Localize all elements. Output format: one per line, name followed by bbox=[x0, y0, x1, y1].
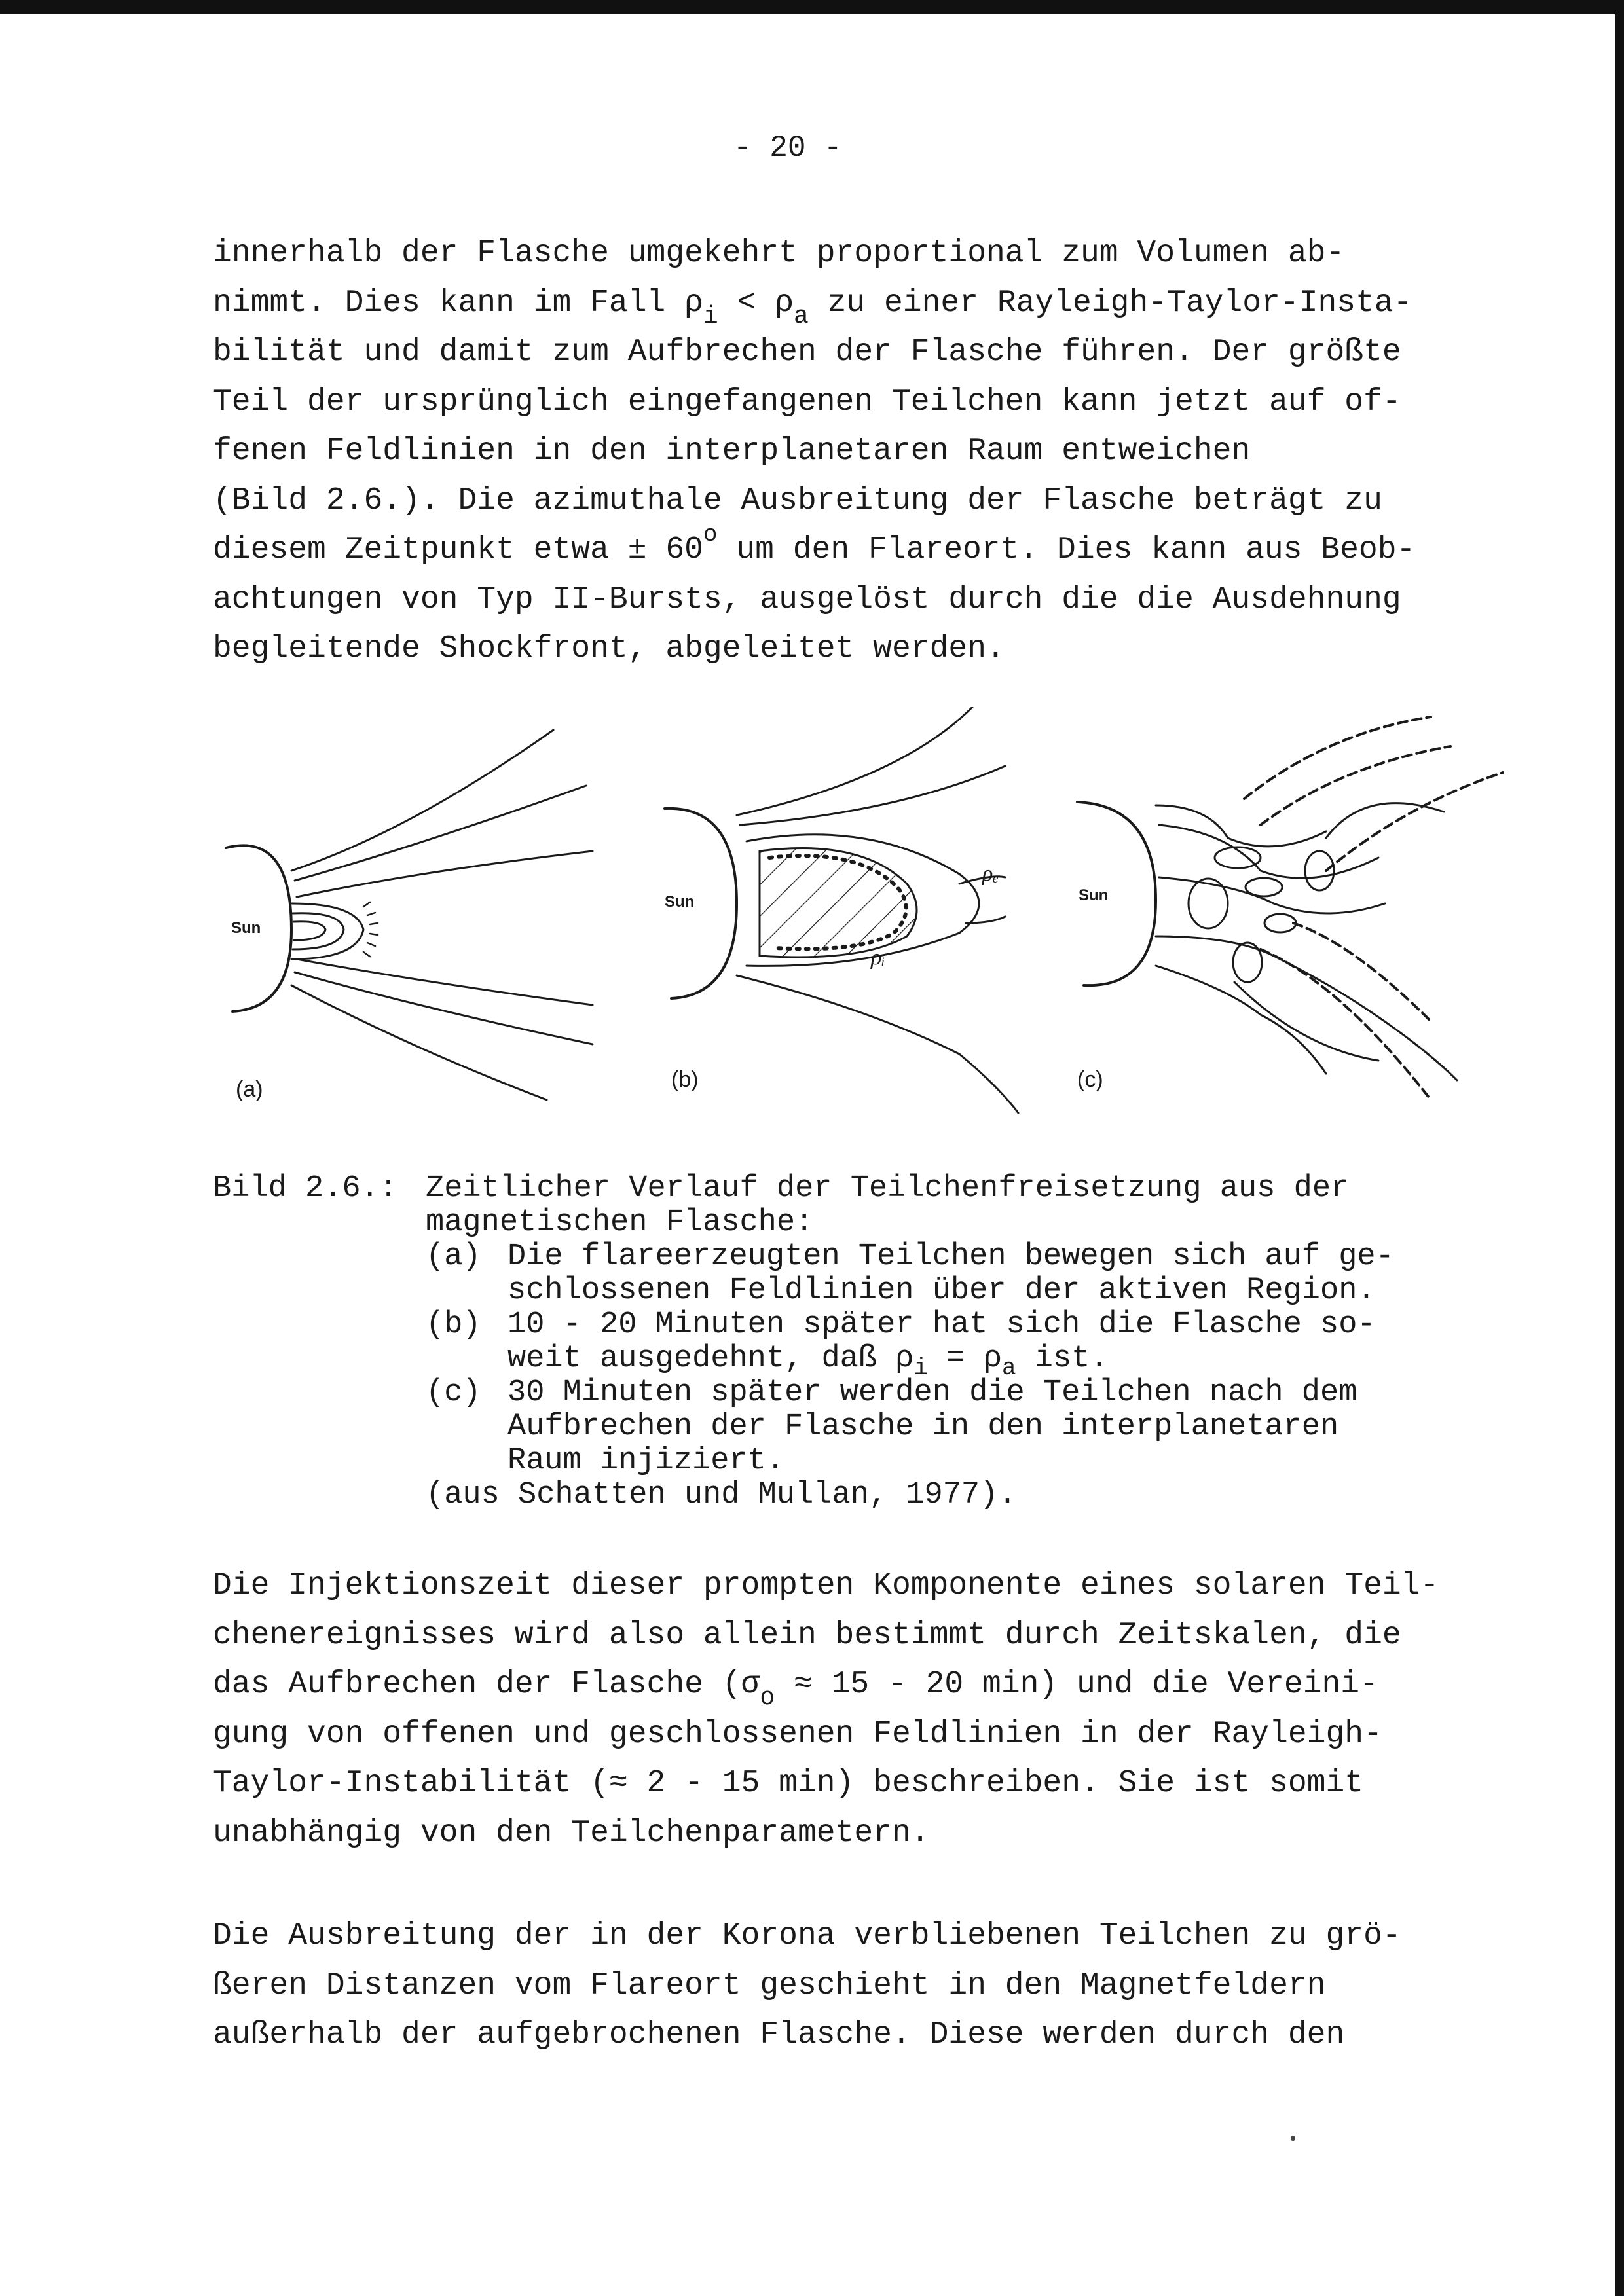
text-line: das Aufbrechen der Flasche ($\sigma_o \approx 15 - 20$ min) und die Vereini- bbox=[213, 1667, 1378, 1712]
text-line: (Bild 2.6.). Die azimuthale Ausbreitung der Flasche beträgt zu bbox=[213, 483, 1382, 519]
scan-border-top bbox=[0, 0, 1624, 14]
text-line: Teil der ursprünglich eingefangenen Teilchen kann jetzt auf of- bbox=[213, 384, 1401, 420]
rho-e-label: ρₑ bbox=[982, 862, 999, 886]
caption-item-c-cont: Raum injiziert. bbox=[507, 1444, 785, 1478]
text-line: außerhalb der aufgebrochenen Flasche. Diese werden durch den bbox=[213, 2017, 1345, 2052]
text-line: Taylor-Instabilität (≈ 2 - 15 min) beschreiben. Sie ist somit bbox=[213, 1766, 1364, 1801]
page-number: - 20 - bbox=[733, 131, 842, 165]
text-line: gung von offenen und geschlossenen Feldlinien in der Rayleigh- bbox=[213, 1716, 1382, 1752]
text-line: nimmt. Dies kann im Fall $\rho_i < \rho_a$ zu einer Rayleigh-Taylor-Insta- bbox=[213, 285, 1412, 331]
rho-i-label: ρᵢ bbox=[871, 945, 885, 970]
caption-source: (aus Schatten und Mullan, 1977). bbox=[426, 1478, 1017, 1512]
text-line: Die Injektionszeit dieser prompten Komponente eines solaren Teil- bbox=[213, 1568, 1439, 1603]
caption-item-a: Die flareerzeugten Teilchen bewegen sich auf ge- bbox=[507, 1239, 1394, 1274]
text-line: fenen Feldlinien in den interplanetaren Raum entweichen bbox=[213, 433, 1251, 469]
panel-b bbox=[665, 707, 1018, 1113]
sun-label-a: Sun bbox=[231, 919, 261, 937]
paragraph-1 bbox=[213, 229, 1415, 674]
text-line: bilität und damit zum Aufbrechen der Flasche führen. Der größte bbox=[213, 335, 1401, 370]
text-line: diesem Zeitpunkt etwa ± $60^o$ um den Flareort. Dies kann aus Beob- bbox=[213, 521, 1416, 568]
text-line: ßeren Distanzen vom Flareort geschieht in den Magnetfeldern bbox=[213, 1967, 1326, 2003]
scan-border-right bbox=[1615, 0, 1624, 2296]
scan-speck bbox=[1291, 2136, 1295, 2141]
caption-item-c-cont: Aufbrechen der Flasche in den interplanetaren bbox=[507, 1410, 1339, 1444]
sun-label-c: Sun bbox=[1079, 886, 1109, 904]
caption-label: Bild 2.6.: bbox=[213, 1171, 398, 1206]
text-line: Die Ausbreitung der in der Korona verbliebenen Teilchen zu grö- bbox=[213, 1918, 1401, 1954]
text-line: innerhalb der Flasche umgekehrt proportional zum Volumen ab- bbox=[213, 236, 1345, 271]
panel-a bbox=[226, 730, 593, 1102]
caption-title-cont: magnetischen Flasche: bbox=[426, 1205, 814, 1240]
caption-item-c: 30 Minuten später werden die Teilchen nach dem bbox=[507, 1376, 1357, 1410]
text-line: achtungen von Typ II-Bursts, ausgelöst durch die die Ausdehnung bbox=[213, 581, 1401, 617]
text-line: unabhängig von den Teilchenparametern. bbox=[213, 1815, 930, 1851]
panel-label-a: (a) bbox=[236, 1077, 263, 1102]
caption-item-a-cont: schlossenen Feldlinien über der aktiven Region. bbox=[507, 1273, 1376, 1308]
paragraph-2 bbox=[213, 1561, 1439, 1858]
text-line: chenereignisses wird also allein bestimmt durch Zeitskalen, die bbox=[213, 1617, 1401, 1653]
text-line: begleitende Shockfront, abgeleitet werden. bbox=[213, 631, 1005, 666]
paragraph-3 bbox=[213, 1912, 1401, 2060]
panel-label-c: (c) bbox=[1077, 1067, 1103, 1092]
sun-label-b: Sun bbox=[665, 893, 695, 911]
caption-item-b-cont: weit ausgedehnt, daß $\rho_i = \rho_a$ ist. bbox=[507, 1341, 1109, 1381]
figure-2-6 bbox=[213, 707, 1509, 1126]
caption-item-a-marker: (a) bbox=[426, 1239, 481, 1274]
caption-item-b: 10 - 20 Minuten später hat sich die Flasche so- bbox=[507, 1307, 1376, 1342]
caption-title: Zeitlicher Verlauf der Teilchenfreisetzung aus der bbox=[426, 1171, 1350, 1206]
caption-item-b-marker: (b) bbox=[426, 1307, 481, 1342]
panel-c bbox=[1077, 717, 1503, 1100]
caption-item-c-marker: (c) bbox=[426, 1376, 481, 1410]
panel-label-b: (b) bbox=[671, 1067, 699, 1092]
